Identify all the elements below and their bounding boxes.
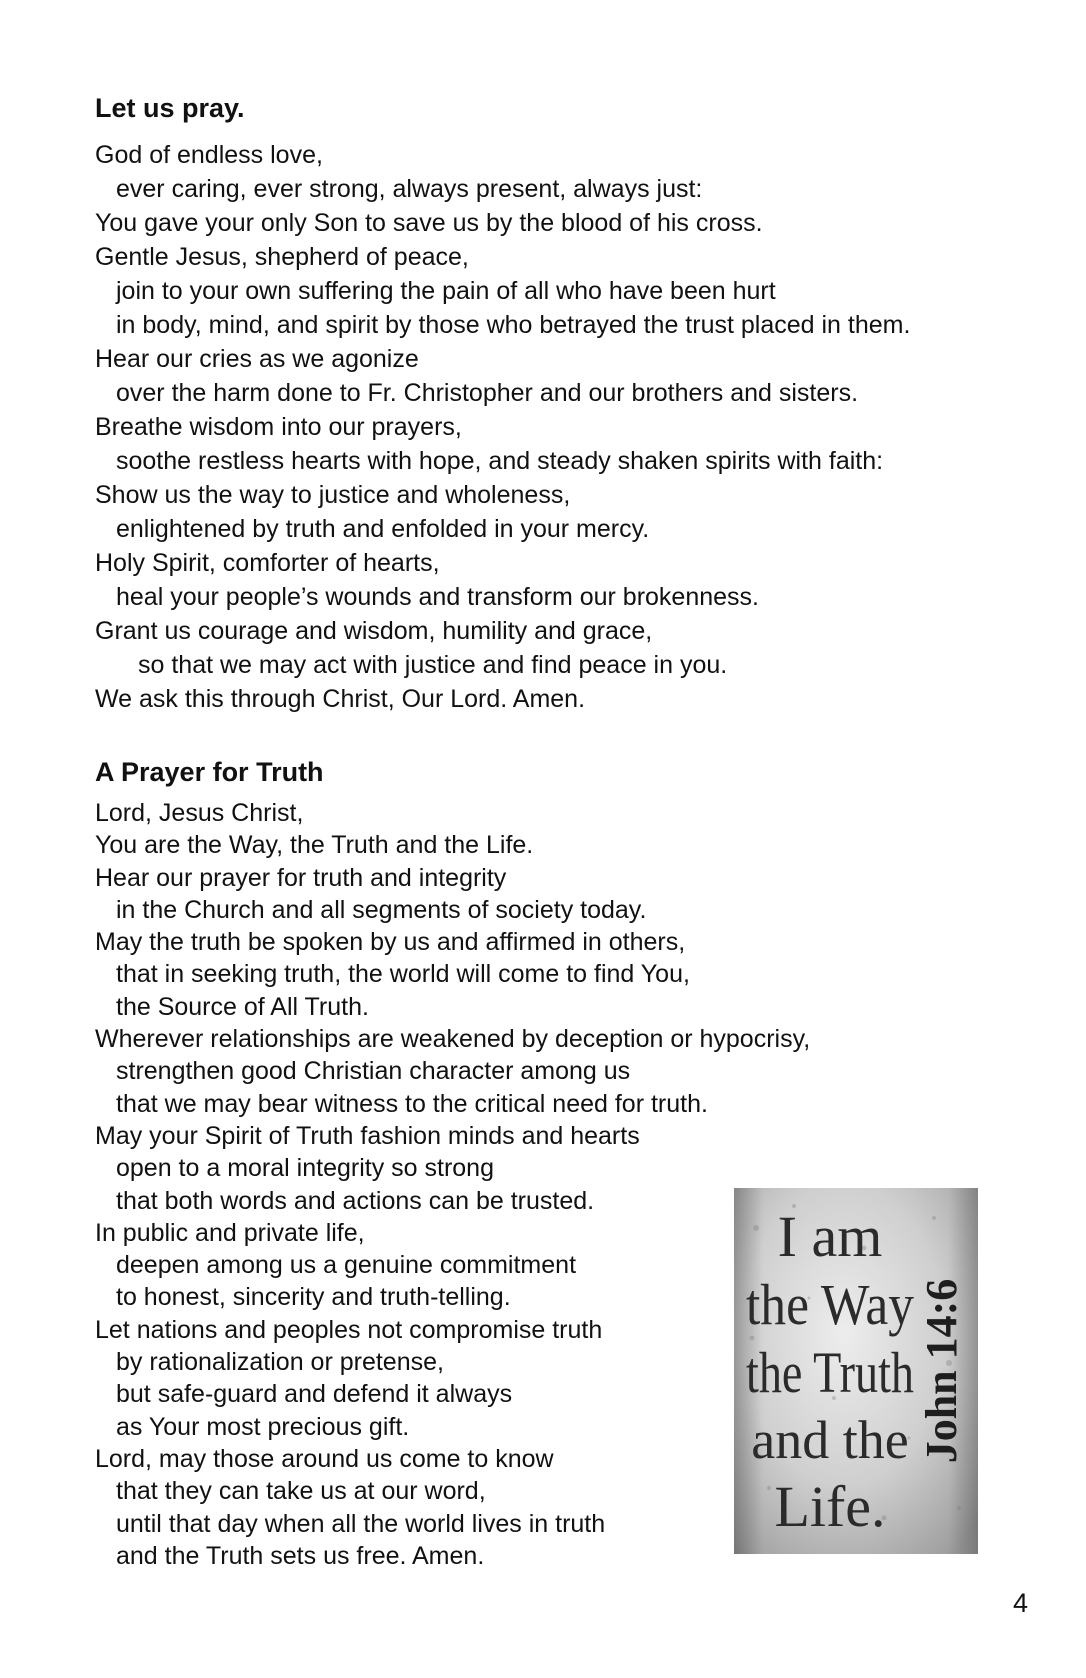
prayer-line: Wherever relationships are weakened by deception or hypocrisy, bbox=[95, 1025, 811, 1054]
prayer-let-us-pray bbox=[95, 138, 910, 716]
prayer-line: Let nations and peoples not compromise truth bbox=[95, 1315, 603, 1344]
prayer-line: until that day when all the world lives in truth bbox=[116, 1509, 606, 1538]
prayer-line: Lord, may those around us come to know bbox=[95, 1444, 554, 1473]
prayer-line: that in seeking truth, the world will come to find You, bbox=[116, 960, 690, 989]
art-reference-john-14-6: John 14:6 bbox=[917, 1278, 966, 1464]
prayer-line: May the truth be spoken by us and affirmed in others, bbox=[95, 928, 686, 957]
prayer-line: that they can take us at our word, bbox=[116, 1477, 486, 1506]
prayer-line: You are the Way, the Truth and the Life. bbox=[95, 831, 534, 860]
prayer-for-truth bbox=[95, 797, 810, 1572]
prayer-line: In public and private life, bbox=[95, 1218, 365, 1247]
prayer-line: Breathe wisdom into our prayers, bbox=[95, 413, 462, 441]
prayer-line: You gave your only Son to save us by the blood of his cross. bbox=[95, 209, 763, 237]
prayer-line: We ask this through Christ, Our Lord. Amen. bbox=[95, 685, 586, 713]
prayer-line: Holy Spirit, comforter of hearts, bbox=[95, 549, 440, 577]
art-text-life: Life. bbox=[774, 1474, 886, 1539]
section-heading-prayer-for-truth: A Prayer for Truth bbox=[95, 757, 324, 787]
art-text-the-way: the Way bbox=[746, 1272, 914, 1337]
prayer-line: in the Church and all segments of society today. bbox=[116, 895, 647, 924]
prayer-line: as Your most precious gift. bbox=[116, 1412, 410, 1441]
prayer-line: soothe restless hearts with hope, and steady shaken spirits with faith: bbox=[116, 447, 884, 475]
page-number: 4 bbox=[1012, 1588, 1028, 1618]
prayer-line: Hear our cries as we agonize bbox=[95, 345, 419, 373]
prayer-line: Grant us courage and wisdom, humility and grace, bbox=[95, 617, 653, 645]
prayer-line: May your Spirit of Truth fashion minds and hearts bbox=[95, 1121, 640, 1150]
prayer-line: to honest, sincerity and truth-telling. bbox=[116, 1283, 511, 1312]
prayer-line: that both words and actions can be trusted. bbox=[116, 1186, 595, 1215]
prayer-line: enlightened by truth and enfolded in your mercy. bbox=[116, 515, 650, 543]
prayer-line: so that we may act with justice and find peace in you. bbox=[138, 651, 728, 679]
prayer-line: in body, mind, and spirit by those who betrayed the trust placed in them. bbox=[116, 311, 911, 339]
prayer-line: the Source of All Truth. bbox=[116, 992, 369, 1021]
prayer-line: ever caring, ever strong, always present, always just: bbox=[116, 175, 703, 203]
prayer-line: but safe-guard and defend it always bbox=[116, 1380, 513, 1409]
prayer-line: that we may bear witness to the critical need for truth. bbox=[116, 1089, 708, 1118]
prayer-line: join to your own suffering the pain of all who have been hurt bbox=[116, 277, 776, 305]
section-heading-let-us-pray: Let us pray. bbox=[95, 93, 245, 123]
prayer-line: and the Truth sets us free. Amen. bbox=[116, 1541, 485, 1570]
prayer-line: Lord, Jesus Christ, bbox=[95, 799, 304, 827]
prayer-line: open to a moral integrity so strong bbox=[116, 1154, 494, 1183]
prayer-line: Hear our prayer for truth and integrity bbox=[95, 863, 507, 892]
prayer-line: Gentle Jesus, shepherd of peace, bbox=[95, 243, 469, 271]
prayer-line: deepen among us a genuine commitment bbox=[116, 1251, 577, 1280]
john-14-6-scripture-image bbox=[734, 1188, 978, 1554]
prayer-line: heal your people’s wounds and transform our brokenness. bbox=[116, 583, 759, 611]
art-text-the-truth: the Truth bbox=[746, 1340, 914, 1405]
prayer-line: God of endless love, bbox=[95, 141, 323, 169]
prayer-line: Show us the way to justice and wholeness, bbox=[95, 481, 571, 509]
art-text-and-the: and the bbox=[751, 1410, 909, 1470]
art-text-i-am: I am bbox=[777, 1204, 883, 1269]
prayer-line: by rationalization or pretense, bbox=[116, 1348, 444, 1377]
prayer-line: strengthen good Christian character among us bbox=[116, 1057, 631, 1086]
prayer-line: over the harm done to Fr. Christopher and our brothers and sisters. bbox=[116, 379, 859, 407]
